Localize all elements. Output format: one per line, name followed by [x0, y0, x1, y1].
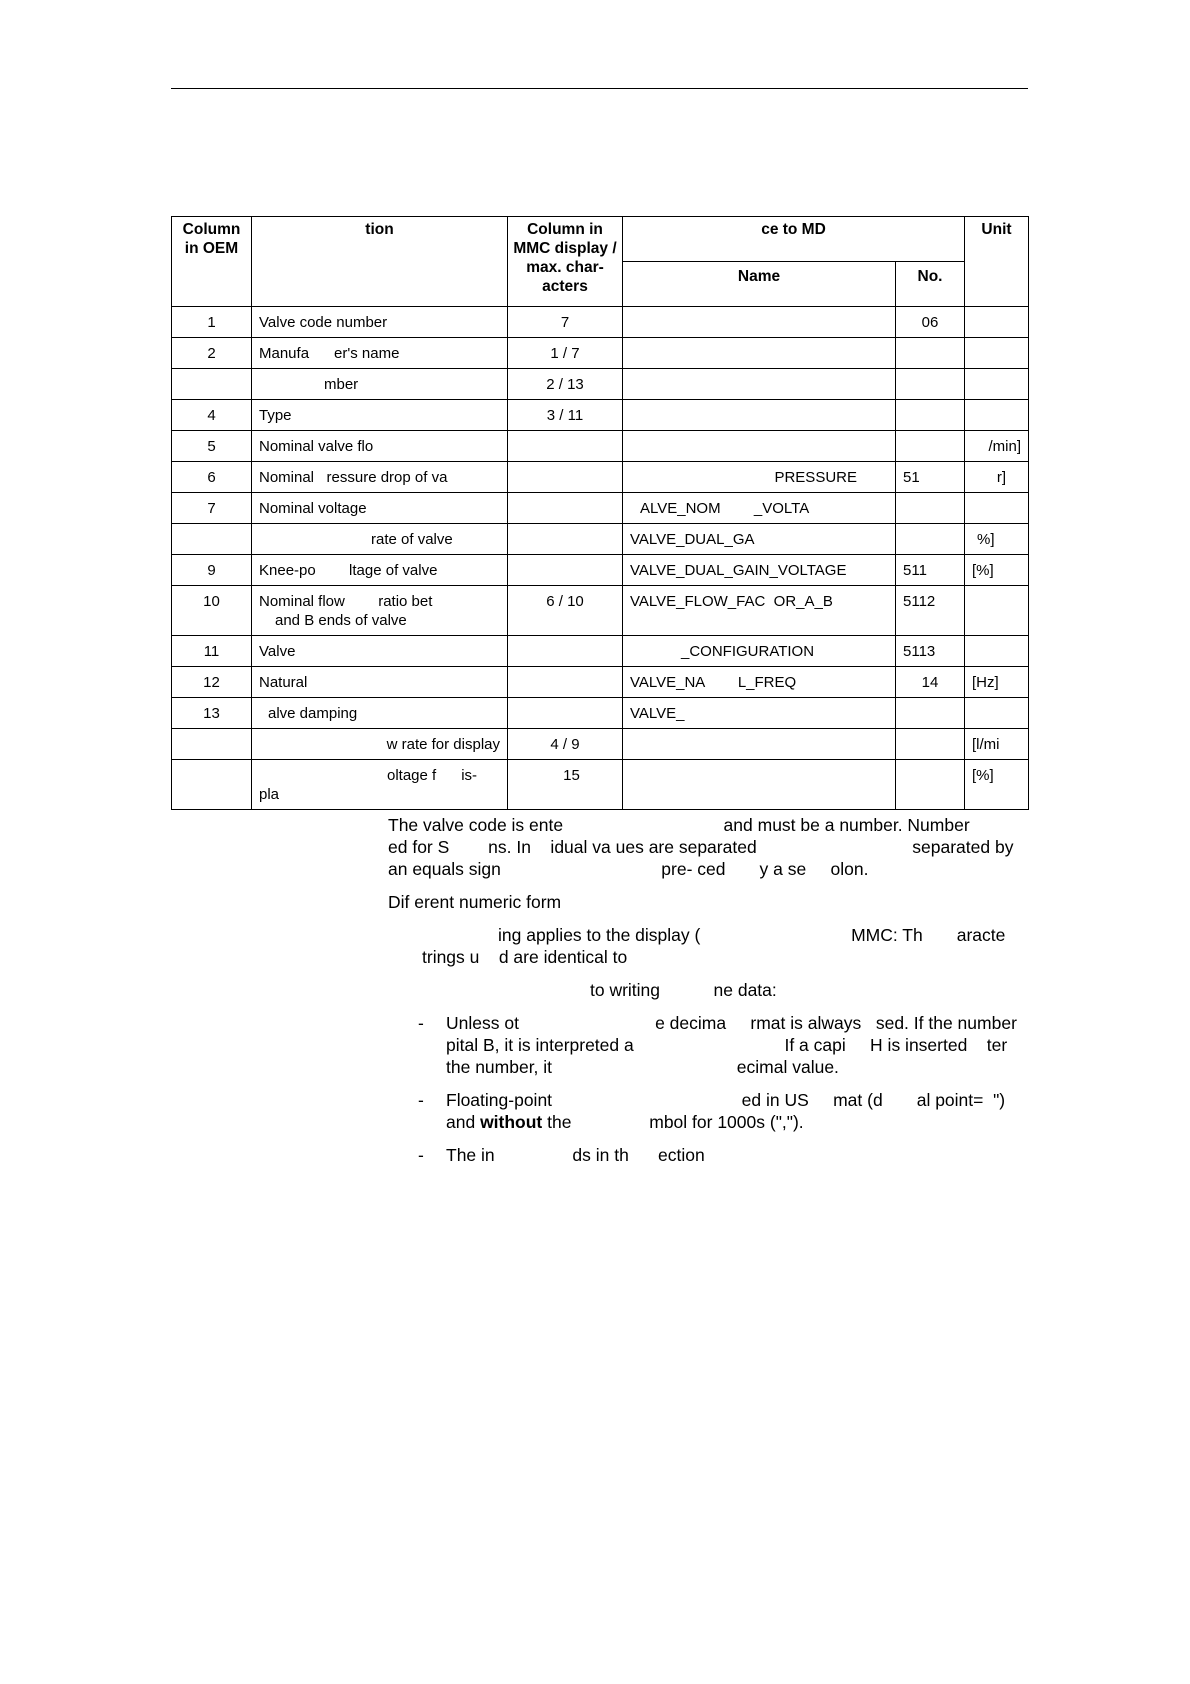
cell-md-name [623, 400, 896, 431]
cell-md-name: VALVE_ [623, 698, 896, 729]
table-row [172, 338, 1029, 369]
paragraph-display: ing applies to the display ( MMC: Th aracte trings u d are identical to [422, 925, 1025, 967]
cell-md-name [623, 338, 896, 369]
cell-unit: [%] [965, 760, 1029, 810]
cell-mmc [508, 636, 623, 667]
cell-md-no: 511 [896, 555, 965, 586]
table-row [172, 462, 1029, 493]
cell-mmc [508, 698, 623, 729]
cell-mmc [508, 431, 623, 462]
cell-description: Nominal voltage [252, 493, 508, 524]
cell-column-oem: 12 [172, 667, 252, 698]
bullet-list [388, 1012, 1168, 1166]
header-column-mmc: Column in MMC display / max. char- acters [508, 217, 623, 307]
cell-description: mber [252, 369, 508, 400]
header-name: Name [623, 262, 896, 307]
list-item: - Unless ot e decima rmat is always sed. If the number pital B, it is interpreted a If a capi H is inserted ter the number, it ecimal value. [418, 1013, 1168, 1077]
paragraph-valve-code: The valve code is ente and must be a number. Number ed for S ns. In idual va ues are separated separated by an equals sign pre- ced y a se olon. [388, 815, 1106, 879]
cell-description-line1: oltage f is- [387, 767, 478, 784]
cell-unit [965, 493, 1029, 524]
header-no: No. [896, 262, 965, 307]
cell-column-oem: 1 [172, 307, 252, 338]
cell-md-no [896, 338, 965, 369]
cell-unit [965, 307, 1029, 338]
table-row [172, 524, 1029, 555]
cell-md-no [896, 493, 965, 524]
cell-description-line1: Nominal flow ratio bet [259, 593, 433, 610]
cell-description: Valve code number [252, 307, 508, 338]
paragraph-writing: to writing ne data: [590, 980, 777, 1000]
cell-md-name: ALVE_NOM _VOLTA [623, 493, 896, 524]
table-row [172, 586, 1029, 636]
table-row [172, 698, 1029, 729]
cell-md-name: VALVE_FLOW_FAC OR_A_B [623, 586, 896, 636]
cell-column-oem: 5 [172, 431, 252, 462]
list-item-text: The in ds in th ection [446, 1145, 705, 1165]
cell-md-name: PRESSURE [623, 462, 896, 493]
header-column-oem: Column in OEM [172, 217, 252, 307]
cell-description: Valve [252, 636, 508, 667]
table-row [172, 307, 1029, 338]
cell-md-no: 06 [896, 307, 965, 338]
cell-md-no [896, 369, 965, 400]
cell-description: Type [252, 400, 508, 431]
body-text [388, 814, 1168, 1177]
cell-md-name [623, 369, 896, 400]
cell-mmc [508, 667, 623, 698]
table-row [172, 400, 1029, 431]
cell-column-oem: 11 [172, 636, 252, 667]
cell-md-name: VALVE_NA L_FREQ [623, 667, 896, 698]
cell-column-oem: 13 [172, 698, 252, 729]
list-item-text-a: Floating-point ed in US mat (d al point= ") and [446, 1090, 1011, 1132]
cell-unit [965, 369, 1029, 400]
header-rule [171, 88, 1028, 89]
list-item-bold-word: without [480, 1112, 543, 1132]
cell-md-no: 51 [896, 462, 965, 493]
cell-mmc: 4 / 9 [508, 729, 623, 760]
cell-unit: [Hz] [965, 667, 1029, 698]
cell-mmc: 6 / 10 [508, 586, 623, 636]
list-item: - Floating-point ed in US mat (d al point= ") and without the mbol for 1000s (","). [418, 1090, 1011, 1132]
cell-column-oem [172, 760, 252, 810]
cell-description-line2: pla [259, 786, 280, 803]
cell-description-line2: and B ends of valve [275, 612, 407, 629]
cell-column-oem: 9 [172, 555, 252, 586]
cell-mmc: 15 [508, 760, 623, 810]
cell-md-no: 5113 [896, 636, 965, 667]
cell-md-no [896, 760, 965, 810]
cell-md-no [896, 400, 965, 431]
cell-mmc [508, 462, 623, 493]
table-row [172, 729, 1029, 760]
cell-mmc: 1 / 7 [508, 338, 623, 369]
list-item-text-b: the mbol for 1000s (","). [542, 1112, 804, 1132]
cell-description [252, 760, 508, 810]
cell-description [252, 586, 508, 636]
cell-unit [965, 400, 1029, 431]
table-row [172, 431, 1029, 462]
table-row [172, 369, 1029, 400]
paragraph-numeric-formats: Dif erent numeric form [388, 892, 562, 912]
list-item: - The in ds in th ection [418, 1145, 705, 1165]
cell-md-no [896, 431, 965, 462]
cell-column-oem: 10 [172, 586, 252, 636]
cell-unit [965, 586, 1029, 636]
cell-md-no [896, 524, 965, 555]
cell-unit: %] [965, 524, 1029, 555]
cell-mmc [508, 524, 623, 555]
cell-md-name [623, 307, 896, 338]
cell-column-oem: 7 [172, 493, 252, 524]
cell-unit [965, 636, 1029, 667]
table-row [172, 667, 1029, 698]
table-row [172, 760, 1029, 810]
cell-unit: [l/mi [965, 729, 1029, 760]
header-reference: ce to MD [623, 217, 965, 262]
cell-md-name [623, 431, 896, 462]
cell-mmc [508, 555, 623, 586]
cell-description: rate of valve [252, 524, 508, 555]
cell-description: Nominal ressure drop of va [252, 462, 508, 493]
cell-md-name: VALVE_DUAL_GAIN_VOLTAGE [623, 555, 896, 586]
cell-unit: /min] [965, 431, 1029, 462]
cell-unit: r] [965, 462, 1029, 493]
cell-mmc: 7 [508, 307, 623, 338]
cell-description: Manufa er's name [252, 338, 508, 369]
cell-description: alve damping [252, 698, 508, 729]
cell-md-name: _CONFIGURATION [623, 636, 896, 667]
header-unit: Unit [965, 217, 1029, 307]
table-row [172, 636, 1029, 667]
cell-description: Nominal valve flo [252, 431, 508, 462]
oem-parameter-table [171, 216, 1029, 810]
cell-column-oem: 4 [172, 400, 252, 431]
cell-mmc: 3 / 11 [508, 400, 623, 431]
list-item-text: Unless ot e decima rmat is always sed. If the number pital B, it is interpreted a If a capi H is inserted ter the number, it ecimal value. [446, 1013, 1168, 1077]
cell-md-name [623, 729, 896, 760]
cell-md-no [896, 729, 965, 760]
cell-mmc: 2 / 13 [508, 369, 623, 400]
cell-description: Knee-po ltage of valve [252, 555, 508, 586]
cell-unit [965, 698, 1029, 729]
cell-mmc [508, 493, 623, 524]
cell-md-no: 14 [896, 667, 965, 698]
cell-unit: [%] [965, 555, 1029, 586]
table-row [172, 493, 1029, 524]
cell-column-oem: 2 [172, 338, 252, 369]
cell-description: w rate for display [252, 729, 508, 760]
cell-column-oem: 6 [172, 462, 252, 493]
cell-unit [965, 338, 1029, 369]
table-row [172, 555, 1029, 586]
cell-md-name [623, 760, 896, 810]
cell-md-no: 5112 [896, 586, 965, 636]
cell-column-oem [172, 524, 252, 555]
cell-md-no [896, 698, 965, 729]
cell-column-oem [172, 729, 252, 760]
cell-description: Natural [252, 667, 508, 698]
cell-column-oem [172, 369, 252, 400]
cell-md-name: VALVE_DUAL_GA [623, 524, 896, 555]
header-description: tion [252, 217, 508, 307]
